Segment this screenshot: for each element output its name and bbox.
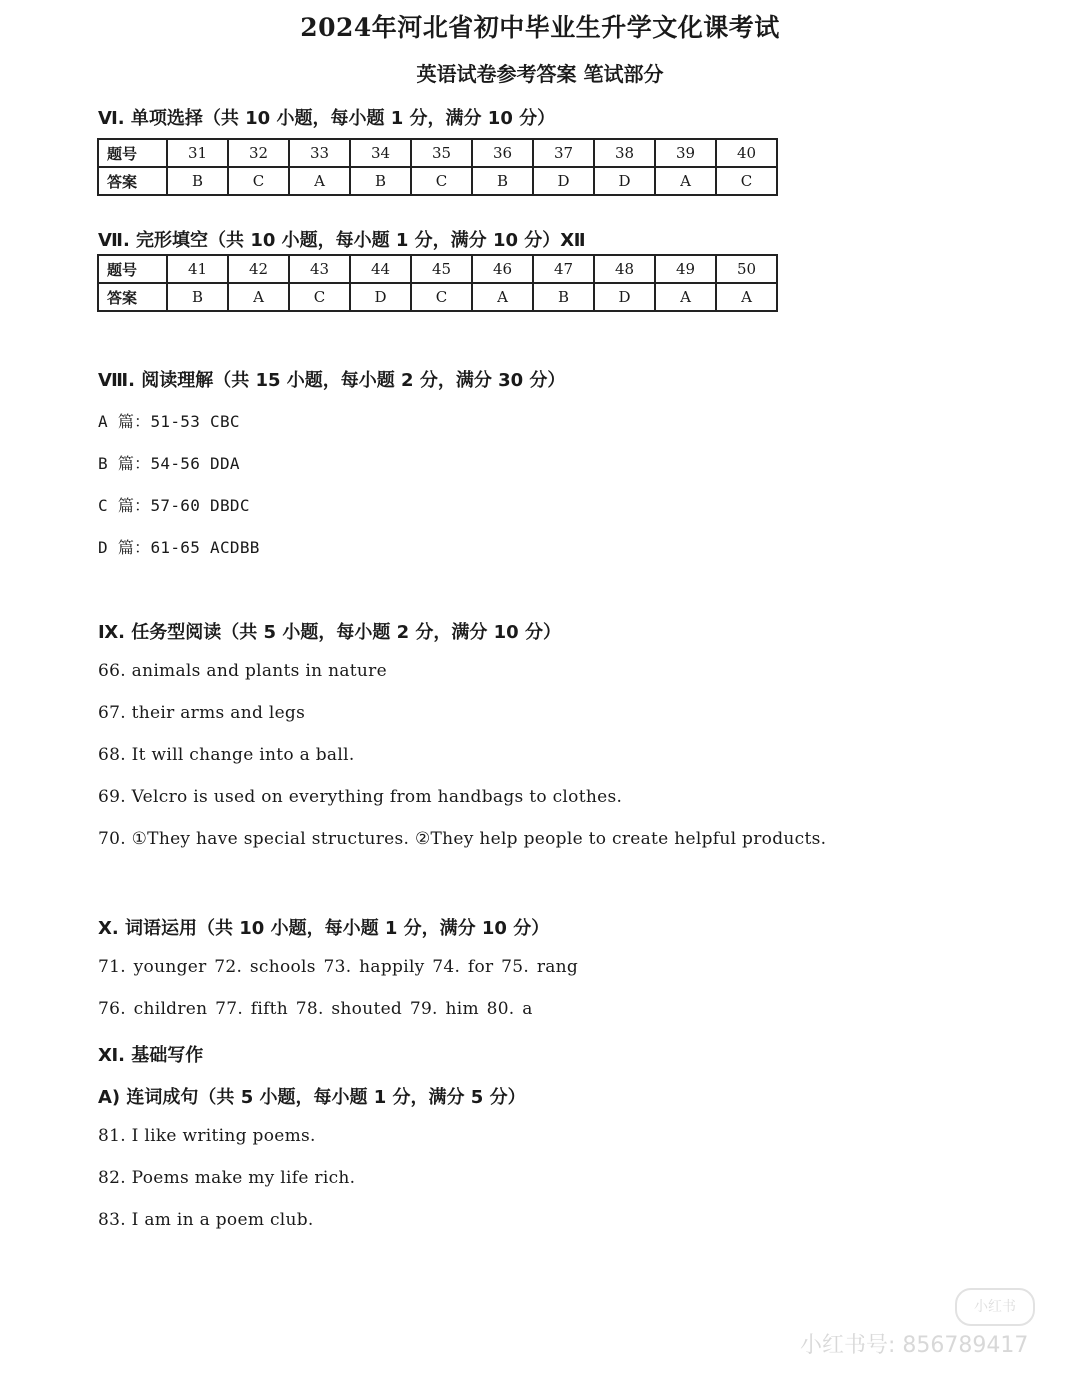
row-label: 题号 [98,255,167,283]
table-row-answers [98,283,777,311]
answer-cell: B [167,283,228,311]
answer-cell: D [594,167,655,195]
question-number: 47 [533,255,594,283]
answer-cell: D [594,283,655,311]
answer-cell: C [228,167,289,195]
answer-table-7 [97,254,778,312]
question-number: 37 [533,139,594,167]
section-11-heading: Ⅺ. 基础写作 [98,1045,204,1066]
answer-line: 68. It will change into a ball. [98,745,355,765]
question-number: 50 [716,255,777,283]
question-number: 33 [289,139,350,167]
answer-cell: A [472,283,533,311]
section-9-heading: Ⅸ. 任务型阅读（共 5 小题，每小题 2 分，满分 10 分） [98,622,561,643]
table-row-numbers [98,139,777,167]
question-number: 43 [289,255,350,283]
question-number: 35 [411,139,472,167]
answer-cell: C [411,167,472,195]
question-number: 45 [411,255,472,283]
answer-cell: A [228,283,289,311]
section-11-sub-heading: A) 连词成句（共 5 小题，每小题 1 分，满分 5 分） [98,1087,526,1108]
answer-line: D 篇：61-65 ACDBB [98,538,260,557]
answer-cell: B [472,167,533,195]
answer-line: A 篇：51-53 CBC [98,412,240,431]
row-label: 答案 [98,167,167,195]
answer-line: 71. younger 72. schools 73. happily 74. for 75. rang [98,957,579,977]
question-number: 42 [228,255,289,283]
answer-cell: C [289,283,350,311]
watermark-logo: 小红书 [955,1288,1035,1326]
question-number: 38 [594,139,655,167]
question-number: 49 [655,255,716,283]
question-number: 40 [716,139,777,167]
answer-cell: A [655,167,716,195]
answer-line: 82. Poems make my life rich. [98,1168,356,1188]
question-number: 31 [167,139,228,167]
answer-line: B 篇：54-56 DDA [98,454,240,473]
answer-line: 67. their arms and legs [98,703,306,723]
question-number: 48 [594,255,655,283]
watermark-id: 小红书号: 8567894​17 [800,1333,1029,1358]
answer-line: C 篇：57-60 DBDC [98,496,250,515]
table-row-answers [98,167,777,195]
answer-cell: A [716,283,777,311]
answer-line: 70. ①They have special structures. ②They help people to create helpful products. [98,829,827,849]
question-number: 36 [472,139,533,167]
question-number: 39 [655,139,716,167]
answer-line: 83. I am in a poem club. [98,1210,314,1230]
page-title: 2024年河北省初中毕业生升学文化课考试 [300,13,780,42]
answer-line: 69. Velcro is used on everything from handbags to clothes. [98,787,623,807]
section-8-heading: Ⅷ. 阅读理解（共 15 小题，每小题 2 分，满分 30 分） [98,370,566,391]
question-number: 32 [228,139,289,167]
section-6-heading: Ⅵ. 单项选择（共 10 小题，每小题 1 分，满分 10 分） [98,108,556,129]
answer-cell: D [350,283,411,311]
answer-cell: C [716,167,777,195]
section-10-heading: Ⅹ. 词语运用（共 10 小题，每小题 1 分，满分 10 分） [98,918,550,939]
question-number: 46 [472,255,533,283]
answer-line: 76. children 77. fifth 78. shouted 79. him 80. a [98,999,533,1019]
answer-cell: A [655,283,716,311]
answer-line: 81. I like writing poems. [98,1126,316,1146]
row-label: 答案 [98,283,167,311]
question-number: 34 [350,139,411,167]
answer-cell: B [533,283,594,311]
question-number: 44 [350,255,411,283]
table-row-numbers [98,255,777,283]
page-subtitle: 英语试卷参考答案 笔试部分 [416,62,664,86]
answer-cell: A [289,167,350,195]
answer-cell: C [411,283,472,311]
section-7-heading: Ⅶ. 完形填空（共 10 小题，每小题 1 分，满分 10 分）Ⅻ [98,230,586,251]
row-label: 题号 [98,139,167,167]
answer-cell: B [167,167,228,195]
answer-cell: B [350,167,411,195]
answer-table-6 [97,138,778,196]
question-number: 41 [167,255,228,283]
answer-cell: D [533,167,594,195]
answer-line: 66. animals and plants in nature [98,661,387,681]
